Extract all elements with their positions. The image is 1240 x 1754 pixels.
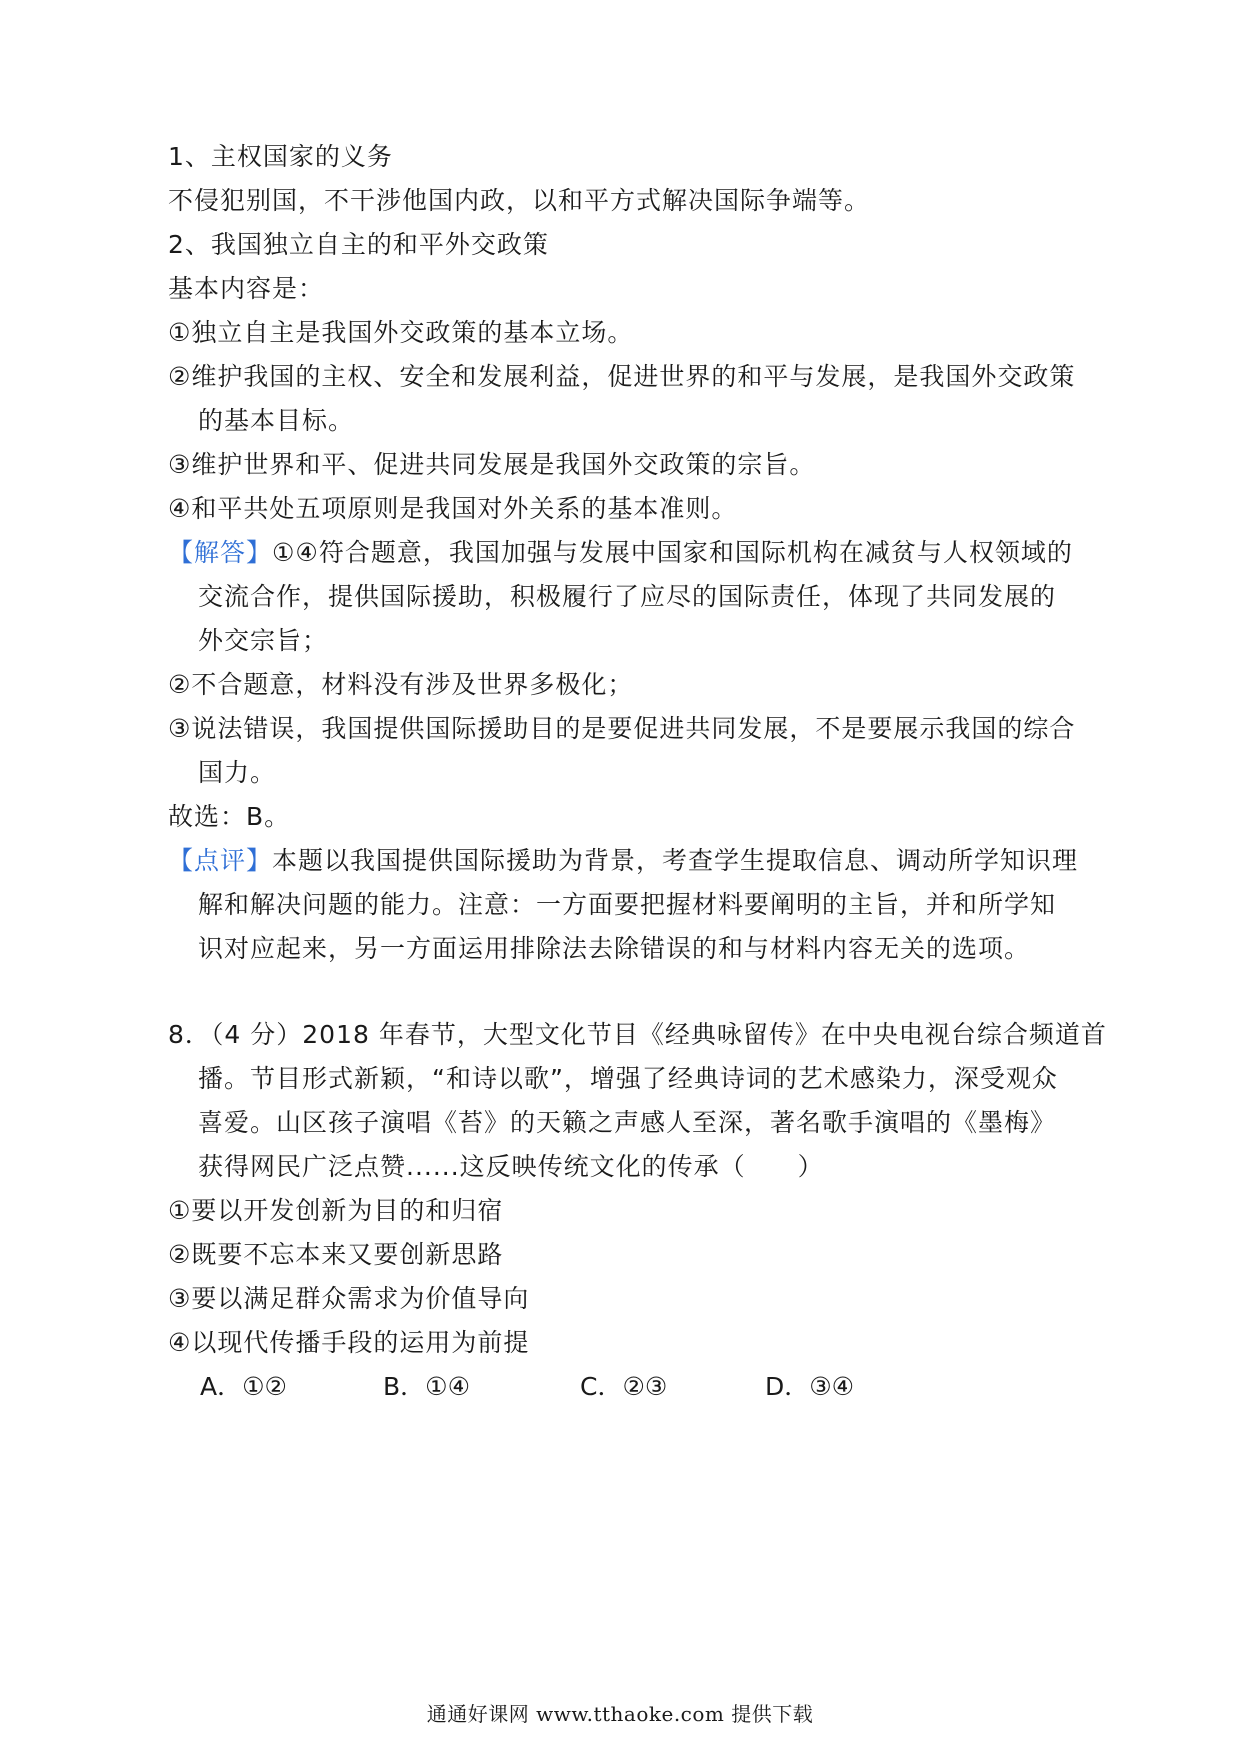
comment-text-1: 本题以我国提供国际援助为背景，考查学生提取信息、调动所学知识理 [272, 846, 1079, 875]
question-8-line-4: 获得网民广泛点赞......这反映传统文化的传承（ ） [198, 1152, 824, 1181]
section-2-intro: 基本内容是： [168, 274, 325, 303]
comment-tag: 【点评】 [168, 846, 273, 875]
section-2-item-3: ③维护世界和平、促进共同发展是我国外交政策的宗旨。 [168, 450, 816, 479]
question-8-option-a: A．①② [200, 1372, 287, 1401]
answer-line-1 [168, 536, 1073, 570]
answer-text-1: ①④符合题意，我国加强与发展中国家和国际机构在减贫与人权领域的 [272, 538, 1073, 567]
section-2-item-4: ④和平共处五项原则是我国对外关系的基本准则。 [168, 494, 738, 523]
question-8-option-c: C．②③ [580, 1372, 668, 1401]
answer-line-2: 交流合作，提供国际援助，积极履行了应尽的国际责任，体现了共同发展的 [198, 582, 1057, 611]
question-8-line-1: 8．（4 分）2018 年春节，大型文化节目《经典咏留传》在中央电视台综合频道首 [168, 1020, 1107, 1049]
answer-tag: 【解答】 [168, 538, 273, 567]
answer-line-5: ③说法错误，我国提供国际援助目的是要促进共同发展，不是要展示我国的综合 [168, 714, 1076, 743]
question-8-line-3: 喜爱。山区孩子演唱《苔》的天籁之声感人至深，著名歌手演唱的《墨梅》 [198, 1108, 1057, 1137]
answer-line-6: 国力。 [198, 758, 277, 787]
section-2-heading: 2、我国独立自主的和平外交政策 [168, 230, 549, 259]
section-1-heading: 1、主权国家的义务 [168, 142, 393, 171]
answer-line-3: 外交宗旨； [198, 626, 329, 655]
section-2-item-2-line-1: ②维护我国的主权、安全和发展利益，促进世界的和平与发展，是我国外交政策 [168, 362, 1076, 391]
comment-line-1 [168, 844, 1078, 878]
question-8-statement-3: ③要以满足群众需求为价值导向 [168, 1284, 530, 1313]
section-1-text: 不侵犯别国，不干涉他国内政，以和平方式解决国际争端等。 [168, 186, 871, 215]
section-2-item-2-line-2: 的基本目标。 [198, 406, 355, 435]
question-8-statement-1: ①要以开发创新为目的和归宿 [168, 1196, 504, 1225]
question-8-line-2: 播。节目形式新颖，“和诗以歌”，增强了经典诗词的艺术感染力，深受观众 [198, 1064, 1058, 1093]
answer-choice: 故选：B。 [168, 802, 291, 831]
answer-line-4: ②不合题意，材料没有涉及世界多极化； [168, 670, 634, 699]
question-8-statement-2: ②既要不忘本来又要创新思路 [168, 1240, 504, 1269]
question-8-statement-4: ④以现代传播手段的运用为前提 [168, 1328, 530, 1357]
question-8-option-b: B．①④ [383, 1372, 470, 1401]
page-footer: 通通好课网 www.tthaoke.com 提供下载 [426, 1702, 814, 1726]
comment-line-3: 识对应起来，另一方面运用排除法去除错误的和与材料内容无关的选项。 [198, 934, 1031, 963]
comment-line-2: 解和解决问题的能力。注意：一方面要把握材料要阐明的主旨，并和所学知 [198, 890, 1057, 919]
section-2-item-1: ①独立自主是我国外交政策的基本立场。 [168, 318, 634, 347]
question-8-option-d: D．③④ [765, 1372, 855, 1401]
